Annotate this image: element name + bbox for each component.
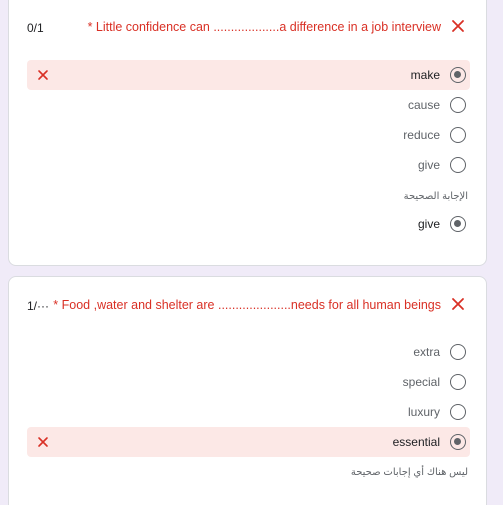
- question-header: [9, 17, 486, 39]
- radio-checked-icon[interactable]: [450, 67, 466, 83]
- option-label: extra: [413, 345, 440, 359]
- option-special[interactable]: [27, 367, 470, 397]
- incorrect-x-icon: [450, 296, 466, 312]
- incorrect-x-icon: [450, 18, 466, 34]
- option-label: special: [402, 375, 440, 389]
- option-reduce[interactable]: [27, 120, 470, 150]
- incorrect-x-icon: [37, 436, 49, 448]
- correct-answer-heading: الإجابة الصحيحة: [403, 191, 468, 202]
- radio-unchecked-icon[interactable]: [450, 127, 466, 143]
- option-label: make: [410, 68, 440, 82]
- option-label: luxury: [407, 405, 440, 419]
- option-essential[interactable]: [27, 427, 470, 457]
- question-score: 0/1: [27, 21, 44, 35]
- incorrect-x-icon: [37, 69, 49, 81]
- option-make[interactable]: [27, 60, 470, 90]
- radio-unchecked-icon[interactable]: [450, 404, 466, 420]
- question-card-1: [8, 0, 487, 266]
- radio-unchecked-icon[interactable]: [450, 97, 466, 113]
- correct-answer-option: [27, 209, 470, 239]
- option-cause[interactable]: [27, 90, 470, 120]
- radio-checked-icon: [450, 216, 466, 232]
- option-give[interactable]: [27, 150, 470, 180]
- radio-checked-icon[interactable]: [450, 434, 466, 450]
- option-label: essential: [392, 435, 440, 449]
- option-label: reduce: [403, 128, 440, 142]
- question-card-2: [8, 276, 487, 505]
- question-text: * Little confidence can ...................a difference in a job interview: [87, 20, 441, 34]
- radio-unchecked-icon[interactable]: [450, 157, 466, 173]
- radio-unchecked-icon[interactable]: [450, 344, 466, 360]
- option-label: give: [417, 158, 440, 172]
- correct-answer-label: give: [417, 217, 440, 231]
- no-correct-answers-note: ليس هناك أي إجابات صحيحة: [350, 467, 468, 478]
- option-luxury[interactable]: [27, 397, 470, 427]
- option-label: cause: [407, 98, 440, 112]
- question-text: * Food ,water and shelter are .....................needs for all human beings: [53, 298, 441, 312]
- radio-unchecked-icon[interactable]: [450, 374, 466, 390]
- option-extra[interactable]: [27, 337, 470, 367]
- question-header: [9, 295, 486, 317]
- question-score: 1/···: [27, 299, 49, 313]
